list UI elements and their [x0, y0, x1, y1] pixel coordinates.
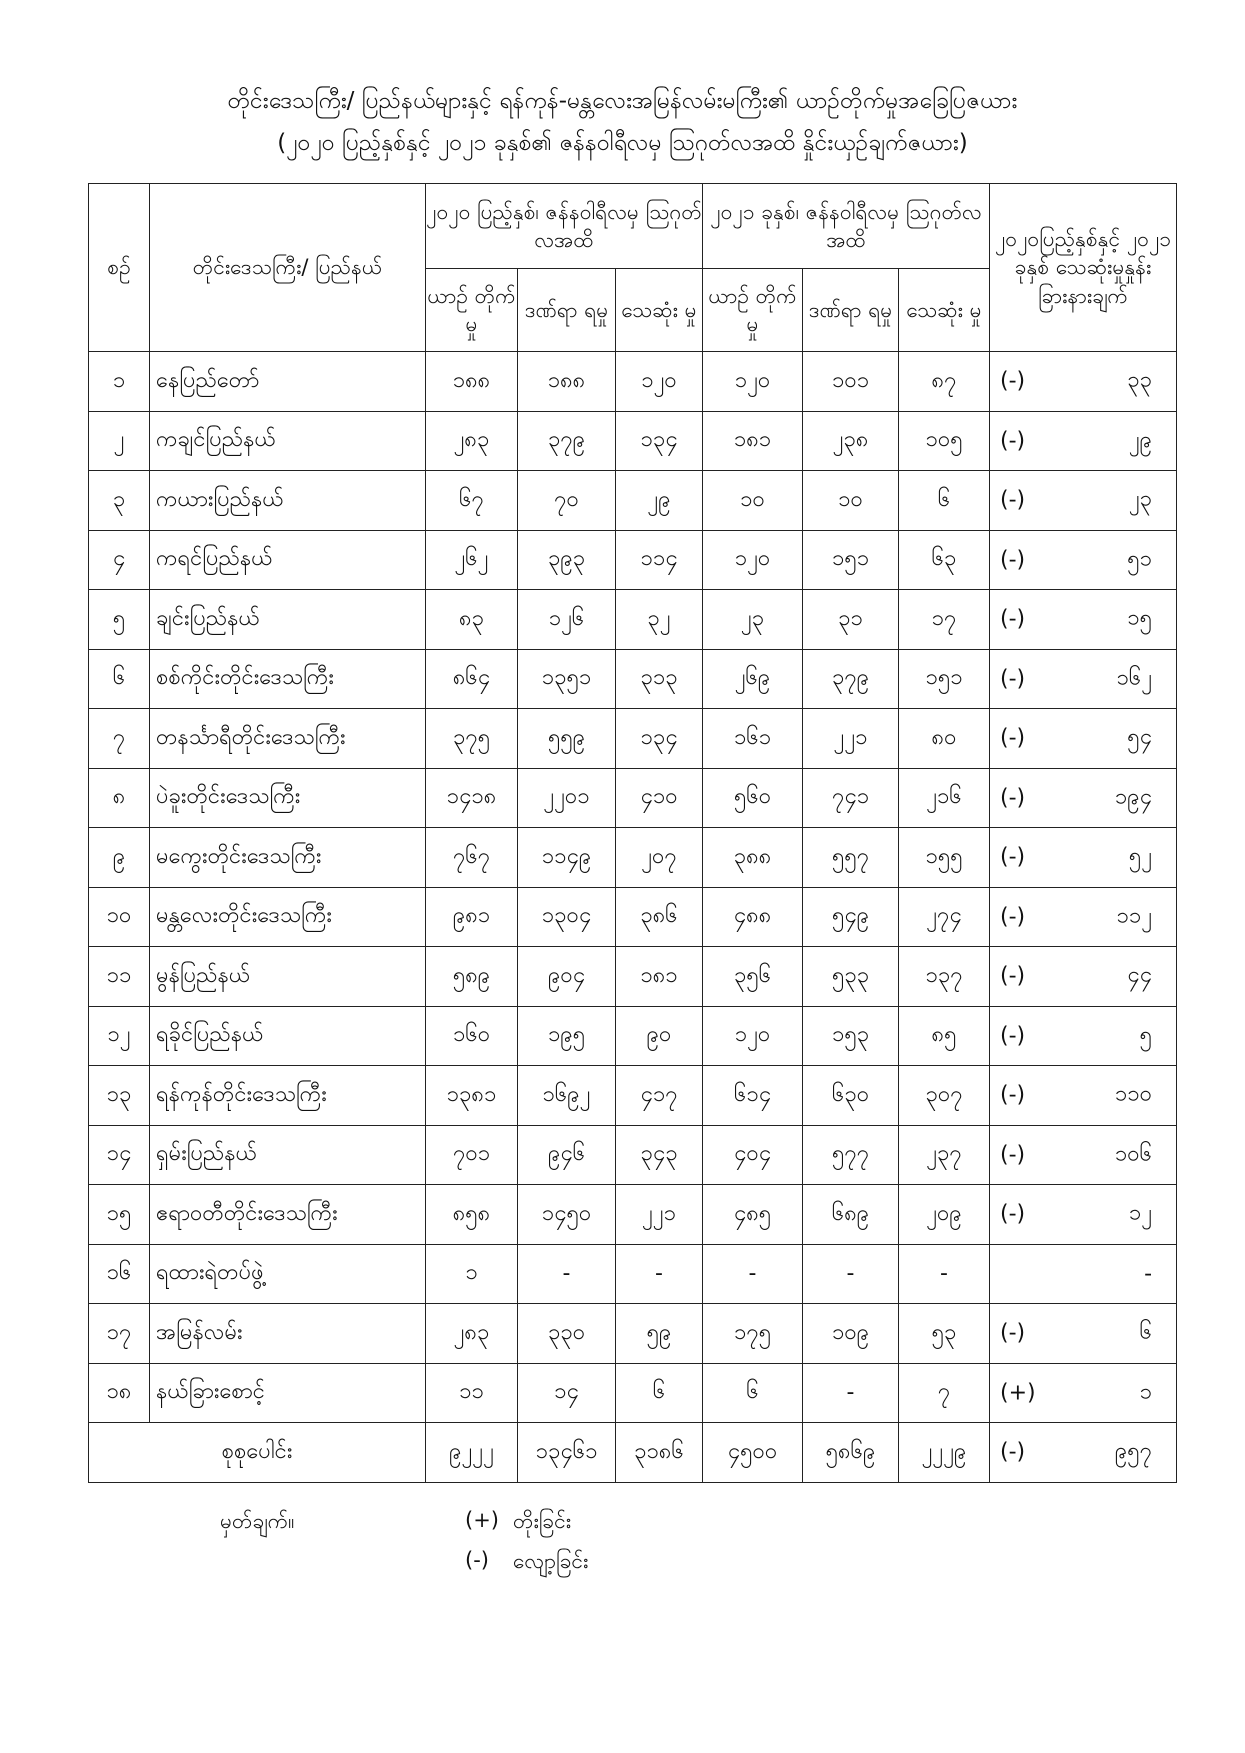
cell-deaths-2021: ၁၅၁	[899, 649, 990, 709]
note-plus-symbol: (+)	[465, 1508, 499, 1532]
cell-difference	[990, 411, 1177, 471]
difference-value: ၅	[1139, 1022, 1153, 1048]
difference-sign: (-)	[1000, 666, 1026, 692]
note-minus-text: လျော့ခြင်း	[513, 1549, 589, 1573]
cell-region-name: ကချင်ပြည်နယ်	[150, 411, 426, 471]
cell-accidents-2020: ၁၆၀	[426, 1006, 518, 1066]
cell-accidents-2021: ၃၅၆	[703, 947, 803, 1007]
difference-sign: (-)	[1000, 1142, 1026, 1168]
header-accidents-2021: ယာဉ် တိုက်မှု	[703, 269, 803, 352]
header-injured-2020: ဒဏ်ရာ ရမှု	[518, 269, 616, 352]
cell-injured-2021: ၅၃၃	[803, 947, 899, 1007]
document-subtitle: (၂၀၂၀ ပြည့်နှစ်နှင့် ၂၀၂၁ ခုနှစ်၏ ဇန်နဝါရီလမှ သြဂုတ်လအထိ နှိုင်းယှဉ်ချက်ဇယား)	[277, 130, 968, 156]
cell-region-name: မွန်ပြည်နယ်	[150, 947, 426, 1007]
cell-injured-2020: ၁၈၈	[518, 352, 616, 412]
cell-deaths-2020: ၅၉	[616, 1304, 703, 1364]
cell-sr: ၃	[89, 471, 150, 531]
cell-deaths-2021: ၂၇၄	[899, 887, 990, 947]
header-deaths-2020: သေဆုံး မှု	[616, 269, 703, 352]
cell-accidents-2020: ၇၀၁	[426, 1125, 518, 1185]
cell-region-name: ကယားပြည်နယ်	[150, 471, 426, 531]
cell-sr: ၁၈	[89, 1363, 150, 1423]
cell-region-name: ရခိုင်ပြည်နယ်	[150, 1006, 426, 1066]
cell-region-name: နယ်ခြားစောင့်	[150, 1363, 426, 1423]
total-deaths-2021: ၂၂၂၉	[899, 1423, 990, 1483]
table-row	[89, 352, 1177, 412]
cell-injured-2021: ၆၃၀	[803, 1066, 899, 1126]
table-row	[89, 1244, 1177, 1304]
cell-deaths-2021: ၂၃၇	[899, 1125, 990, 1185]
cell-sr: ၂	[89, 411, 150, 471]
cell-accidents-2020: ၃၇၅	[426, 709, 518, 769]
difference-sign: (-)	[1000, 904, 1026, 930]
table-row	[89, 768, 1177, 828]
cell-accidents-2020: ၈၅၈	[426, 1185, 518, 1245]
cell-deaths-2020: ၆	[616, 1363, 703, 1423]
difference-sign: (-)	[1000, 547, 1026, 573]
cell-difference	[990, 1006, 1177, 1066]
cell-deaths-2021: ၅၃	[899, 1304, 990, 1364]
cell-injured-2020: ၁၉၅	[518, 1006, 616, 1066]
header-injured-2021: ဒဏ်ရာ ရမှု	[803, 269, 899, 352]
cell-injured-2020: ၃၇၉	[518, 411, 616, 471]
cell-sr: ၆	[89, 649, 150, 709]
difference-sign: (-)	[1000, 1023, 1026, 1049]
table-row	[89, 590, 1177, 650]
cell-injured-2020: ၇၀	[518, 471, 616, 531]
cell-difference	[990, 1304, 1177, 1364]
table-row	[89, 649, 1177, 709]
header-sr: စဉ်	[89, 184, 150, 352]
header-accidents-2020: ယာဉ် တိုက်မှု	[426, 269, 518, 352]
difference-sign: (-)	[1000, 1082, 1026, 1108]
cell-injured-2021: ၅၅၇	[803, 828, 899, 888]
cell-accidents-2020: ၂၈၃	[426, 411, 518, 471]
cell-injured-2021: ၁၅၃	[803, 1006, 899, 1066]
cell-region-name: မကွေးတိုင်းဒေသကြီး	[150, 828, 426, 888]
table-row	[89, 1066, 1177, 1126]
cell-sr: ၁၂	[89, 1006, 150, 1066]
cell-injured-2020: ၅၅၉	[518, 709, 616, 769]
difference-sign: (-)	[1000, 1439, 1026, 1465]
total-accidents-2020: ၉၂၂၂	[426, 1423, 518, 1483]
cell-region-name: ကရင်ပြည်နယ်	[150, 530, 426, 590]
cell-injured-2020: ၁၂၆	[518, 590, 616, 650]
cell-accidents-2020: ၈၃	[426, 590, 518, 650]
cell-deaths-2020: ၄၁၀	[616, 768, 703, 828]
cell-difference	[990, 947, 1177, 1007]
cell-difference	[990, 471, 1177, 531]
cell-sr: ၁	[89, 352, 150, 412]
difference-value: ၁	[1139, 1379, 1153, 1405]
total-accidents-2021: ၄၅၀၀	[703, 1423, 803, 1483]
cell-accidents-2020: ၅၈၉	[426, 947, 518, 1007]
table-row	[89, 828, 1177, 888]
cell-deaths-2020: -	[616, 1244, 703, 1304]
cell-accidents-2021: ၄၈၈	[703, 887, 803, 947]
cell-deaths-2021: ၂၁၆	[899, 768, 990, 828]
accident-comparison-table	[88, 183, 1177, 1483]
cell-accidents-2020: ၂၆၂	[426, 530, 518, 590]
note-label: မှတ်ချက်။	[220, 1509, 295, 1533]
note-minus-symbol: (-)	[465, 1548, 489, 1572]
cell-accidents-2020: ၁	[426, 1244, 518, 1304]
cell-region-name: မန္တလေးတိုင်းဒေသကြီး	[150, 887, 426, 947]
cell-accidents-2021: ၁၇၅	[703, 1304, 803, 1364]
cell-sr: ၉	[89, 828, 150, 888]
cell-region-name: ရထားရဲတပ်ဖွဲ့	[150, 1244, 426, 1304]
difference-sign: (-)	[1000, 487, 1026, 513]
cell-difference	[990, 768, 1177, 828]
cell-accidents-2021: ၂၃	[703, 590, 803, 650]
cell-injured-2021: -	[803, 1244, 899, 1304]
difference-sign: (-)	[1000, 725, 1026, 751]
cell-deaths-2020: ၁၃၄	[616, 709, 703, 769]
cell-difference	[990, 1244, 1177, 1304]
cell-sr: ၄	[89, 530, 150, 590]
cell-deaths-2020: ၁၈၁	[616, 947, 703, 1007]
difference-sign: (+)	[1000, 1380, 1036, 1406]
total-deaths-2020: ၃၁၈၆	[616, 1423, 703, 1483]
cell-deaths-2020: ၃၈၆	[616, 887, 703, 947]
cell-sr: ၁၃	[89, 1066, 150, 1126]
cell-deaths-2021: ၁၃၇	[899, 947, 990, 1007]
table-row	[89, 887, 1177, 947]
cell-injured-2021: ၅၄၉	[803, 887, 899, 947]
cell-injured-2021: ၂၂၁	[803, 709, 899, 769]
cell-injured-2020: ၁၁၄၉	[518, 828, 616, 888]
total-injured-2020: ၁၃၄၆၁	[518, 1423, 616, 1483]
cell-region-name: စစ်ကိုင်းတိုင်းဒေသကြီး	[150, 649, 426, 709]
cell-deaths-2020: ၉၀	[616, 1006, 703, 1066]
cell-injured-2021: ၃၁	[803, 590, 899, 650]
cell-injured-2020: ၁၃၅၁	[518, 649, 616, 709]
cell-accidents-2021: ၁၀	[703, 471, 803, 531]
difference-value: ၉၅၇	[1114, 1438, 1153, 1464]
cell-deaths-2020: ၂၀၇	[616, 828, 703, 888]
cell-accidents-2021: ၁၂၀	[703, 352, 803, 412]
difference-sign: (-)	[1000, 1320, 1026, 1346]
cell-difference	[990, 1125, 1177, 1185]
cell-deaths-2020: ၃၂	[616, 590, 703, 650]
cell-accidents-2021: ၅၆၀	[703, 768, 803, 828]
cell-difference	[990, 1066, 1177, 1126]
cell-accidents-2020: ၁၄၁၈	[426, 768, 518, 828]
cell-deaths-2021: ၆	[899, 471, 990, 531]
cell-deaths-2021: ၃၀၇	[899, 1066, 990, 1126]
cell-injured-2020: ၃၃၀	[518, 1304, 616, 1364]
difference-value: ၃၃	[1127, 367, 1153, 393]
cell-accidents-2021: -	[703, 1244, 803, 1304]
cell-deaths-2021: ၁၀၅	[899, 411, 990, 471]
cell-accidents-2021: ၄၀၄	[703, 1125, 803, 1185]
cell-accidents-2021: ၁၂၀	[703, 530, 803, 590]
difference-sign: (-)	[1000, 963, 1026, 989]
cell-injured-2020: ၁၄၅၀	[518, 1185, 616, 1245]
table-row	[89, 1185, 1177, 1245]
cell-injured-2021: ၂၃၈	[803, 411, 899, 471]
difference-sign: (-)	[1000, 1201, 1026, 1227]
cell-region-name: ရှမ်းပြည်နယ်	[150, 1125, 426, 1185]
cell-sr: ၁၅	[89, 1185, 150, 1245]
cell-accidents-2020: ၉၈၁	[426, 887, 518, 947]
table-row	[89, 471, 1177, 531]
cell-injured-2021: -	[803, 1363, 899, 1423]
difference-sign: (-)	[1000, 606, 1026, 632]
cell-deaths-2021: ၈၀	[899, 709, 990, 769]
cell-deaths-2020: ၂၉	[616, 471, 703, 531]
total-label: စုစုပေါင်း	[89, 1423, 426, 1483]
difference-value: ၄၄	[1127, 962, 1153, 988]
cell-accidents-2020: ၁၁	[426, 1363, 518, 1423]
cell-deaths-2020: ၁၂၀	[616, 352, 703, 412]
cell-region-name: ပဲခူးတိုင်းဒေသကြီး	[150, 768, 426, 828]
table-row	[89, 1304, 1177, 1364]
header-group-2020: ၂၀၂၀ ပြည့်နှစ်၊ ဇန်နဝါရီလမှ သြဂုတ်လအထိ	[426, 184, 703, 269]
difference-value: ၆	[1139, 1319, 1153, 1345]
difference-sign: (-)	[1000, 785, 1026, 811]
cell-accidents-2021: ၆	[703, 1363, 803, 1423]
header-group-2021: ၂၀၂၁ ခုနှစ်၊ ဇန်နဝါရီလမှ သြဂုတ်လအထိ	[703, 184, 990, 269]
cell-injured-2021: ၇၄၁	[803, 768, 899, 828]
total-row	[89, 1423, 1177, 1483]
cell-deaths-2021: ၆၃	[899, 530, 990, 590]
cell-accidents-2021: ၂၆၉	[703, 649, 803, 709]
header-deaths-2021: သေဆုံး မှု	[899, 269, 990, 352]
cell-deaths-2021: ၈၅	[899, 1006, 990, 1066]
difference-sign: (-)	[1000, 428, 1026, 454]
difference-value: ၅၂	[1128, 843, 1153, 869]
table-body	[89, 352, 1177, 1483]
cell-injured-2021: ၁၀	[803, 471, 899, 531]
cell-injured-2021: ၆၈၉	[803, 1185, 899, 1245]
difference-value: ၁၂	[1128, 1200, 1153, 1226]
cell-difference	[990, 352, 1177, 412]
cell-accidents-2020: ၇၆၇	[426, 828, 518, 888]
cell-region-name: အမြန်လမ်း	[150, 1304, 426, 1364]
cell-accidents-2021: ၆၁၄	[703, 1066, 803, 1126]
total-injured-2021: ၅၈၆၉	[803, 1423, 899, 1483]
cell-difference	[990, 649, 1177, 709]
difference-value: ၁၆၂	[1116, 665, 1153, 691]
cell-accidents-2021: ၃၈၈	[703, 828, 803, 888]
header-death-rate-difference: ၂၀၂၀ပြည့်နှစ်နှင့် ၂၀၂၁ ခုနှစ် သေဆုံးမှုနှုန်း ခြားနားချက်	[990, 184, 1177, 352]
cell-injured-2020: ၁၄	[518, 1363, 616, 1423]
cell-deaths-2021: ၁၅၅	[899, 828, 990, 888]
cell-difference	[990, 1423, 1177, 1483]
cell-difference	[990, 828, 1177, 888]
cell-sr: ၅	[89, 590, 150, 650]
cell-accidents-2021: ၁၆၁	[703, 709, 803, 769]
cell-accidents-2021: ၁၈၁	[703, 411, 803, 471]
cell-injured-2021: ၁၅၁	[803, 530, 899, 590]
cell-injured-2021: ၃၇၉	[803, 649, 899, 709]
cell-injured-2020: ၂၂၀၁	[518, 768, 616, 828]
cell-region-name: ရန်ကုန်တိုင်းဒေသကြီး	[150, 1066, 426, 1126]
cell-sr: ၁၇	[89, 1304, 150, 1364]
cell-deaths-2020: ၄၁၇	[616, 1066, 703, 1126]
cell-region-name: ချင်းပြည်နယ်	[150, 590, 426, 650]
cell-deaths-2020: ၂၂၁	[616, 1185, 703, 1245]
cell-difference	[990, 887, 1177, 947]
table-row	[89, 709, 1177, 769]
difference-value: ၂၃	[1128, 486, 1153, 512]
cell-deaths-2020: ၁၃၄	[616, 411, 703, 471]
difference-value: ၅၄	[1127, 724, 1153, 750]
cell-region-name: ဧရာဝတီတိုင်းဒေသကြီး	[150, 1185, 426, 1245]
cell-deaths-2020: ၃၄၃	[616, 1125, 703, 1185]
table-row	[89, 1363, 1177, 1423]
note-plus-text: တိုးခြင်း	[513, 1509, 572, 1533]
cell-injured-2021: ၁၀၁	[803, 352, 899, 412]
cell-sr: ၈	[89, 768, 150, 828]
cell-deaths-2021: ၈၇	[899, 352, 990, 412]
difference-sign: (-)	[1000, 844, 1026, 870]
cell-deaths-2021: ၁၇	[899, 590, 990, 650]
cell-injured-2020: -	[518, 1244, 616, 1304]
cell-injured-2020: ၉၄၆	[518, 1125, 616, 1185]
cell-accidents-2020: ၈၆၄	[426, 649, 518, 709]
table-row	[89, 1125, 1177, 1185]
difference-value: ၁၁၀	[1114, 1081, 1153, 1107]
difference-value: ၁၉၄	[1114, 784, 1153, 810]
cell-region-name: တနင်္သာရီတိုင်းဒေသကြီး	[150, 709, 426, 769]
document-title: တိုင်းဒေသကြီး/ ပြည်နယ်များနှင့် ရန်ကုန်-မန္တလေးအမြန်လမ်းမကြီး၏ ယာဉ်တိုက်မှုအခြေပြဇယား	[227, 88, 1018, 114]
cell-injured-2021: ၁၀၉	[803, 1304, 899, 1364]
cell-deaths-2021: ၂၀၉	[899, 1185, 990, 1245]
cell-region-name: နေပြည်တော်	[150, 352, 426, 412]
difference-value: ၁၅	[1127, 605, 1153, 631]
table-row	[89, 411, 1177, 471]
difference-value: ၅၁	[1127, 546, 1153, 572]
difference-sign: (-)	[1000, 368, 1026, 394]
table-row	[89, 530, 1177, 590]
cell-deaths-2020: ၁၁၄	[616, 530, 703, 590]
cell-accidents-2021: ၁၂၀	[703, 1006, 803, 1066]
difference-value: ၂၉	[1128, 427, 1153, 453]
cell-injured-2021: ၅၇၇	[803, 1125, 899, 1185]
cell-sr: ၁၆	[89, 1244, 150, 1304]
difference-value: ၁၁၂	[1116, 903, 1153, 929]
cell-injured-2020: ၉၀၄	[518, 947, 616, 1007]
header-region: တိုင်းဒေသကြီး/ ပြည်နယ်	[150, 184, 426, 352]
cell-deaths-2021: ၇	[899, 1363, 990, 1423]
cell-injured-2020: ၁၆၉၂	[518, 1066, 616, 1126]
cell-sr: ၇	[89, 709, 150, 769]
cell-accidents-2020: ၆၇	[426, 471, 518, 531]
difference-value: ၁၀၆	[1114, 1141, 1153, 1167]
cell-sr: ၁၀	[89, 887, 150, 947]
cell-difference	[990, 530, 1177, 590]
cell-sr: ၁၄	[89, 1125, 150, 1185]
cell-injured-2020: ၁၃၀၄	[518, 887, 616, 947]
cell-difference	[990, 1185, 1177, 1245]
cell-accidents-2021: ၄၈၅	[703, 1185, 803, 1245]
table-row	[89, 1006, 1177, 1066]
cell-difference	[990, 590, 1177, 650]
cell-deaths-2020: ၃၁၃	[616, 649, 703, 709]
cell-accidents-2020: ၁၃၈၁	[426, 1066, 518, 1126]
cell-accidents-2020: ၁၈၈	[426, 352, 518, 412]
cell-difference	[990, 1363, 1177, 1423]
table-row	[89, 947, 1177, 1007]
cell-deaths-2021: -	[899, 1244, 990, 1304]
cell-injured-2020: ၃၉၃	[518, 530, 616, 590]
cell-sr: ၁၁	[89, 947, 150, 1007]
cell-accidents-2020: ၂၈၃	[426, 1304, 518, 1364]
cell-difference	[990, 709, 1177, 769]
difference-value: -	[1144, 1261, 1153, 1287]
